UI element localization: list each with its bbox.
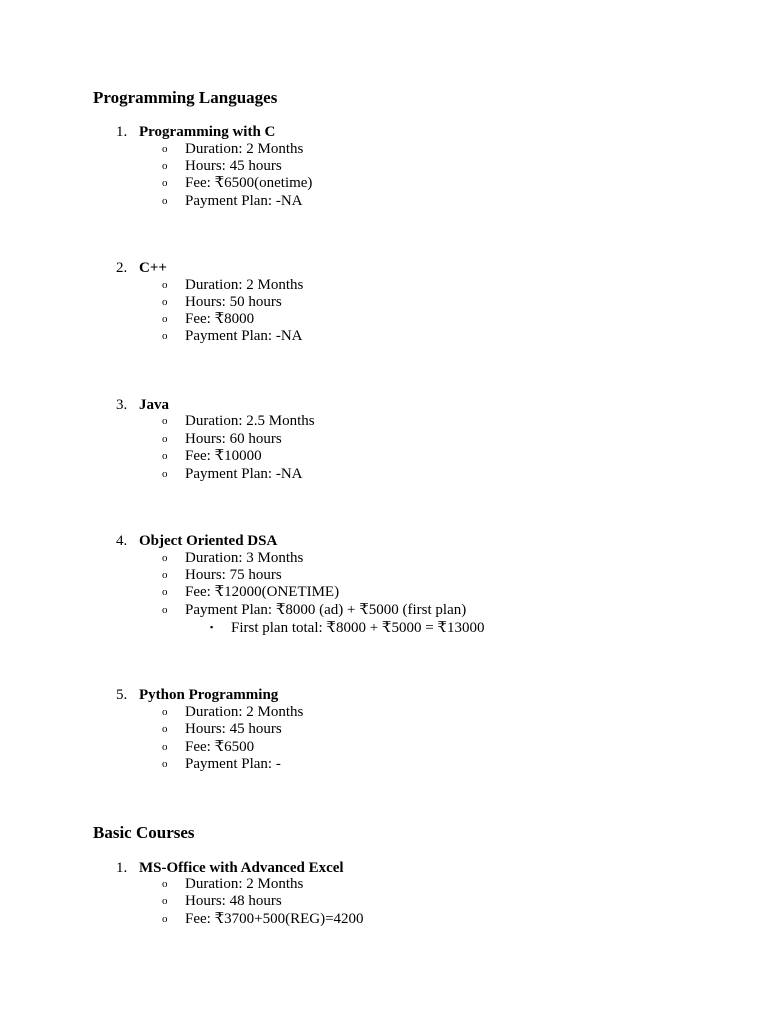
detail-fee bbox=[162, 739, 254, 756]
detail-fee bbox=[162, 448, 262, 465]
square-bullet-icon: ▪ bbox=[210, 622, 214, 632]
subdetail-text: First plan total: ₹8000 + ₹5000 = ₹13000 bbox=[231, 620, 485, 636]
circle-bullet-icon: o bbox=[162, 313, 168, 325]
detail-hours bbox=[162, 893, 282, 910]
detail-payment-plan bbox=[162, 602, 466, 619]
detail-payment-plan bbox=[162, 466, 303, 483]
circle-bullet-icon: o bbox=[162, 296, 168, 308]
detail-duration bbox=[162, 704, 303, 721]
course-name: MS-Office with Advanced Excel bbox=[139, 860, 344, 876]
detail-text: Hours: 45 hours bbox=[185, 158, 282, 174]
detail-duration bbox=[162, 876, 303, 893]
detail-text: Fee: ₹8000 bbox=[185, 311, 255, 327]
circle-bullet-icon: o bbox=[162, 143, 168, 155]
course-name: Programming with C bbox=[139, 124, 276, 140]
circle-bullet-icon: o bbox=[162, 177, 168, 189]
list-number: 5. bbox=[116, 687, 128, 703]
subdetail-first-plan-total bbox=[210, 619, 484, 637]
circle-bullet-icon: o bbox=[162, 468, 168, 480]
detail-fee bbox=[162, 911, 364, 928]
detail-duration bbox=[162, 141, 303, 158]
detail-duration bbox=[162, 277, 303, 294]
detail-text: Fee: ₹3700+500(REG)=4200 bbox=[185, 911, 364, 927]
circle-bullet-icon: o bbox=[162, 433, 168, 445]
detail-text: Hours: 60 hours bbox=[185, 431, 282, 447]
circle-bullet-icon: o bbox=[162, 723, 168, 735]
detail-text: Duration: 3 Months bbox=[185, 550, 304, 566]
detail-text: Duration: 2 Months bbox=[185, 141, 304, 157]
course-title bbox=[116, 397, 169, 414]
circle-bullet-icon: o bbox=[162, 415, 168, 427]
list-number: 4. bbox=[116, 533, 128, 549]
detail-text: Duration: 2 Months bbox=[185, 277, 304, 293]
course-name: Java bbox=[139, 397, 169, 413]
circle-bullet-icon: o bbox=[162, 330, 168, 342]
circle-bullet-icon: o bbox=[162, 895, 168, 907]
detail-hours bbox=[162, 721, 282, 738]
circle-bullet-icon: o bbox=[162, 878, 168, 890]
course-name: C++ bbox=[139, 260, 167, 276]
section-heading-programming-languages: Programming Languages bbox=[93, 88, 278, 107]
list-number: 2. bbox=[116, 260, 128, 276]
detail-hours bbox=[162, 431, 282, 448]
detail-hours bbox=[162, 158, 282, 175]
list-number: 3. bbox=[116, 397, 128, 413]
detail-payment-plan bbox=[162, 328, 303, 345]
circle-bullet-icon: o bbox=[162, 279, 168, 291]
detail-text: Duration: 2.5 Months bbox=[185, 413, 315, 429]
detail-text: Payment Plan: -NA bbox=[185, 193, 303, 209]
detail-text: Hours: 45 hours bbox=[185, 721, 282, 737]
detail-text: Hours: 50 hours bbox=[185, 294, 282, 310]
circle-bullet-icon: o bbox=[162, 160, 168, 172]
circle-bullet-icon: o bbox=[162, 758, 168, 770]
course-title bbox=[116, 533, 277, 550]
detail-text: Payment Plan: -NA bbox=[185, 466, 303, 482]
list-number: 1. bbox=[116, 860, 128, 876]
detail-text: Fee: ₹10000 bbox=[185, 448, 262, 464]
detail-duration bbox=[162, 550, 303, 567]
circle-bullet-icon: o bbox=[162, 706, 168, 718]
detail-text: Payment Plan: ₹8000 (ad) + ₹5000 (first plan) bbox=[185, 602, 467, 618]
detail-payment-plan bbox=[162, 756, 281, 773]
circle-bullet-icon: o bbox=[162, 569, 168, 581]
section-heading-basic-courses: Basic Courses bbox=[93, 823, 195, 842]
detail-text: Payment Plan: - bbox=[185, 756, 281, 772]
detail-text: Payment Plan: -NA bbox=[185, 328, 303, 344]
course-title bbox=[116, 687, 278, 704]
detail-fee bbox=[162, 311, 254, 328]
detail-text: Hours: 48 hours bbox=[185, 893, 282, 909]
circle-bullet-icon: o bbox=[162, 195, 168, 207]
course-name: Object Oriented DSA bbox=[139, 533, 278, 549]
detail-fee bbox=[162, 175, 312, 192]
circle-bullet-icon: o bbox=[162, 450, 168, 462]
circle-bullet-icon: o bbox=[162, 604, 168, 616]
detail-hours bbox=[162, 294, 282, 311]
list-number: 1. bbox=[116, 124, 128, 140]
detail-text: Fee: ₹6500(onetime) bbox=[185, 175, 313, 191]
detail-payment-plan bbox=[162, 193, 303, 210]
circle-bullet-icon: o bbox=[162, 741, 168, 753]
detail-text: Duration: 2 Months bbox=[185, 876, 304, 892]
course-title bbox=[116, 124, 275, 141]
course-title bbox=[116, 860, 344, 877]
detail-text: Fee: ₹6500 bbox=[185, 739, 255, 755]
course-title bbox=[116, 260, 167, 277]
course-name: Python Programming bbox=[139, 687, 279, 703]
detail-text: Hours: 75 hours bbox=[185, 567, 282, 583]
detail-fee bbox=[162, 584, 339, 601]
circle-bullet-icon: o bbox=[162, 586, 168, 598]
detail-duration bbox=[162, 413, 315, 430]
circle-bullet-icon: o bbox=[162, 913, 168, 925]
detail-text: Duration: 2 Months bbox=[185, 704, 304, 720]
detail-text: Fee: ₹12000(ONETIME) bbox=[185, 584, 340, 600]
circle-bullet-icon: o bbox=[162, 552, 168, 564]
detail-hours bbox=[162, 567, 282, 584]
